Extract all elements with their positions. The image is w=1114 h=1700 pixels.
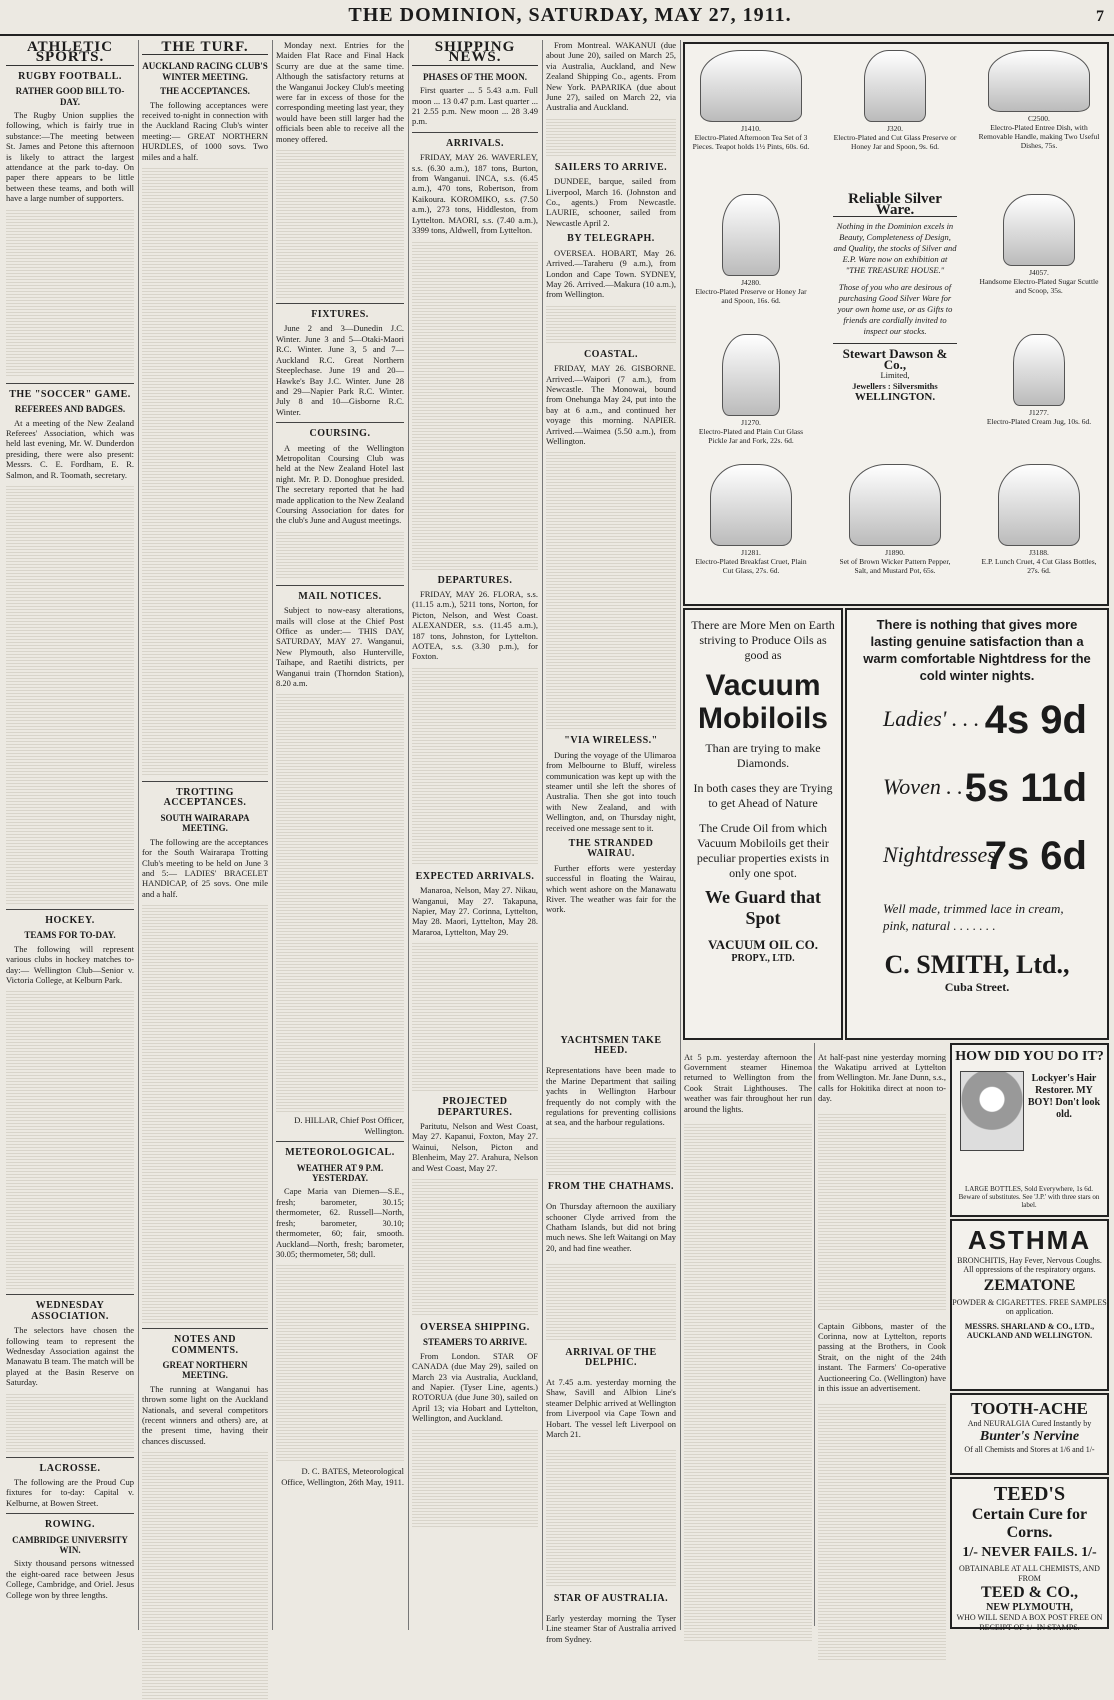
teeds-post: WHO WILL SEND A BOX POST FREE ON RECEIPT OF 1/- IN STAMPS. [956,1613,1103,1632]
smith-note: Well made, trimmed lace in cream, pink, natural . . . . . . . [883,901,1064,933]
wicker-set-illustration [849,464,941,546]
article-turf: The following acceptances were received to-night in connection with the Auckland Racing Club's winter meeting:— GREAT NORTHERN HURDLES, of 1000 sovs. Two miles and a half. [142,99,268,162]
teeds-city: NEW PLYMOUTH, [986,1602,1073,1613]
column-five-lower [546,1030,676,1644]
heading-meteorological: METEOROLOGICAL. [285,1147,395,1159]
smith-price-row [847,760,1107,828]
section-heading-turf: THE TURF. [142,42,268,55]
asthma-sub-two: POWDER & CIGARETTES. FREE SAMPLES on application. [952,1298,1107,1316]
vacuum-crude: The Crude Oil from which Vacuum Mobiloils get their peculiar properties exists in only one spot. [696,821,830,880]
silver-ad-jewellers: Jewellers : Silversmiths [852,381,938,391]
vacuum-intro: There are More Men on Earth striving to Produce Oils as good as [691,618,835,662]
silver-item [833,50,957,151]
silver-item [691,464,811,575]
article-trotting: The following are the acceptances for the South Wairarapa Trotting Club's meeting to be held on June 3 and 5:— LADIES' BRACELET HANDICAP, of 25 sovs. One mile and a half. [142,836,268,899]
vacuum-firm: VACUUM OIL CO. [708,937,818,952]
silver-item [977,334,1101,426]
heading-coastal: COASTAL. [583,348,639,360]
article-delphic: At 7.45 a.m. yesterday morning the Shaw, Savill and Albion Line's steamer Delphic arrived at Wellington from Liverpool via Cape Town and Hobart. The vessel left Liverpool on March 21. [546,1377,676,1440]
heading-telegraph: BY TELEGRAPH. [567,233,655,245]
article-wireless: During the voyage of the Ulimaroa from Melbourne to Bluff, wireless communication was kept up with the steamer until she left the shores of Australia. Then she got into touch with New Zealand, and with Wellington, and, on Thursday night, received one message sent to it. [546,749,676,833]
silver-ad-firm: Stewart Dawson & Co., [833,343,957,370]
heading-mail: MAIL NOTICES. [298,590,382,602]
article-soccer: At a meeting of the New Zealand Referees' Association, which was held last evening, Mr. W. Dunderdon presiding, there were also present: Messrs. C. E. Fordham, E. R. Salmon, and R. Toomath, secretary. [6,417,134,480]
heading-rugby: RUGBY FOOTBALL. [18,70,122,82]
column-seven-lower [818,1043,946,1626]
silver-item [977,50,1101,150]
heading-departures: DEPARTURES. [437,574,513,586]
smith-headline: There is nothing that gives more lasting genuine satisfaction than a warm comfortable Nightdress for the cold winter nights. [863,617,1091,683]
column-three [276,40,404,1628]
asthma-sub: BRONCHITIS, Hay Fever, Nervous Coughs. All oppressions of the respiratory organs. [957,1256,1102,1274]
masthead [0,0,1114,36]
article-turf-continued: Monday next. Entries for the Maiden Flat Race and Final Hack Scurry are due at the same time. Although the satisfactory returns at the Wanganui Jockey Club's meeting were far in excess of those for the corresponding meeting last year, they would have been still larger had the officials been able to receive all the money offered. [276,40,404,144]
column-rule [814,1043,815,1626]
smith-price-row [847,692,1107,760]
pickle-jar-illustration [722,334,780,416]
smith-row-label: Nightdresses [883,842,996,867]
item-description: Electro-Plated Breakfast Cruet, Plain Cut Glass, 27s. 6d. [695,557,807,575]
breakfast-cruet-illustration [710,464,792,546]
item-number: J1890. [885,548,905,557]
silver-ad-body: Nothing in the Dominion excels in Beauty, Completeness of Design, and Quality, the stocks of Silver and E.P. Ware now on exhibition at "THE TREASURE HOUSE." [833,221,957,275]
smith-firm: C. SMITH, Ltd., [884,950,1070,979]
article-weather: Cape Maria van Diemen—S.E., fresh; barometer, 30.15; thermometer, 62. Russell—North, fresh; barometer, 30.10; thermometer, 60; fair, smooth. Auckland—North, fresh; barometer, 30.05; thermometer, 58; dull. [276,1186,404,1259]
heading-steamers: STEAMERS TO ARRIVE. [423,1337,527,1348]
honey-jar-illustration [864,50,926,122]
item-number: C2500. [1028,114,1050,123]
item-description: Handsome Electro-Plated Sugar Scuttle and Scoop, 35s. [979,277,1099,295]
silver-ad-copy [833,191,957,454]
subheading-notes: GREAT NORTHERN MEETING. [162,1359,248,1381]
smith-row-price: 4s 9d [984,698,1087,742]
column-six-lower [684,1043,812,1626]
article-hinemoa: At 5 p.m. yesterday afternoon the Government steamer Hinemoa returned to Wellington from the Cook Strait Lighthouses. The weather was fair throughout her run around the lights. [684,1051,812,1114]
column-rule [680,40,681,1630]
asthma-firm: MESSRS. SHARLAND & CO., LTD., AUCKLAND AND WELLINGTON. [964,1322,1095,1340]
advert-vacuum-oil [683,608,843,1040]
heading-yachtsmen: YACHTSMEN TAKE HEED. [560,1035,662,1057]
projected-list: Paritutu, Nelson and West Coast, May 27. Kapanui, Foxton, May 27. Wainui, Nelson, Picton and Blenheim, May 27. Arahura, Nelson and West Coast, May 27. [412,1121,538,1173]
teeds-title: TEED'S [993,1483,1066,1505]
heading-sailers: SAILERS TO ARRIVE. [554,161,668,173]
tooth-brand: Bunter's Nervine [979,1429,1080,1444]
heading-hockey: HOCKEY. [45,914,95,926]
heading-soccer: THE "SOCCER" GAME. [9,388,131,400]
heading-expected: EXPECTED ARRIVALS. [415,870,535,882]
subheading-hockey: TEAMS FOR TO-DAY. [24,930,116,941]
hair-copy: Lockyer's Hair Restorer. MY BOY! Don't look old. [1027,1073,1101,1120]
article-right-shipping: From Montreal. WAKANUI (due about June 20), sailed on March 25, via Australia, Auckland, and New Zealand Shipping Co., agents. From New York. PAPARIKA (due about June 27), sailed on March 22, via Australia and Auckland. [546,40,676,113]
subheading-turf: AUCKLAND RACING CLUB'S WINTER MEETING. [142,61,268,82]
advert-c-smith [845,608,1109,1040]
heading-wireless: "VIA WIRELESS." [564,735,658,747]
smith-row-price: 5s 11d [964,766,1087,810]
vacuum-nature: In both cases they are Trying to get Ahead of Nature [693,781,833,810]
heading-fixtures: FIXTURES. [311,309,369,321]
article-wakatipu: At half-past nine yesterday morning the Wakatipu arrived at Lyttelton from Wellington. Mr. Jane Dunn, s.s., calls for Hokitika direct at noon to-day. [818,1051,946,1104]
subheading-trotting: SOUTH WAIRARAPA MEETING. [160,812,250,834]
item-description: E.P. Lunch Cruet, 4 Cut Glass Bottles, 27s. 6d. [981,557,1097,575]
silver-ad-title: Reliable Silver Ware. [833,194,957,217]
asthma-brand: ZEMATONE [983,1277,1076,1294]
heading-delphic: ARRIVAL OF THE DELPHIC. [565,1346,657,1369]
article-stranded: Further efforts were yesterday successful in floating the Wairau, which went ashore on the Manawatu River. The weather was fair for the work. [546,862,676,915]
column-athletic [6,40,134,1628]
silver-item [691,334,811,445]
item-description: Electro-Plated Entree Dish, with Removable Handle, making Two Useful Dishes, 75s. [978,123,1100,150]
item-description: Electro-Plated and Plain Cut Glass Pickle Jar and Fork, 22s. 6d. [698,427,804,445]
sugar-scuttle-illustration [1003,194,1075,266]
arrivals-list: FRIDAY, MAY 26. WAVERLEY, s.s. (6.30 a.m.), 187 tons, Burton, from Wanganui. INCA, s.s. (6.45 a.m.), 470 tons, Robertson, from Kaikoura. KOROMIKO, s.s. (7.50 a.m.), 273 tons, Hiddleston, from Lyttelton. MAORI, s.s. (7.40 a.m.), 3399 tons, Aldwell, from Lyttelton. [412,152,538,236]
item-description: Electro-Plated Cream Jug, 10s. 6d. [986,417,1092,426]
heading-chathams: FROM THE CHATHAMS. [547,1181,675,1193]
heading-trotting: TROTTING ACCEPTANCES. [163,787,247,809]
item-number: J1270. [741,418,761,427]
article-lacrosse: The following are the Proud Cup fixtures for to-day: Capital v. Kelburne, at Bowen Street. [6,1477,134,1508]
advert-zematone [950,1219,1109,1391]
tooth-sub-two: Of all Chemists and Stores at 1/6 and 1/- [964,1445,1095,1454]
section-heading-athletic: ATHLETIC SPORTS. [6,42,134,66]
silver-item [691,50,811,151]
silver-item [691,194,811,305]
subheading-soccer: REFEREES AND BADGES. [14,404,126,415]
column-five [546,40,676,1020]
fixtures-list: June 2 and 3—Dunedin J.C. Winter. June 3 and 5—Otaki-Maori R.C. Winter. June 3, 5 and 7—Auckland R.C. Great Northern Steeplechase. June 19 and 20—Hawke's Bay J.C. Winter. June 28 and 29—Napier Park R.C. Winter. July 8 and 10—Gisborne R.C. Winter. [276,323,404,417]
heading-arrivals: ARRIVALS. [446,137,504,149]
item-number: J1281. [741,548,761,557]
newspaper-title: THE DOMINION, SATURDAY, MAY 27, 1911. [348,4,792,26]
silver-ad-limited: Limited, [880,370,910,380]
article-corinna: Captain Gibbons, master of the Corinna, now at Lyttelton, reports passing at the Brothers, in Cook Strait, on the night of the 24th instant. The Farmers' Co-operative Auctioneering Co. (Wellington) have in this issue an advertisement. [818,1320,946,1393]
item-number: J3188. [1029,548,1049,557]
sailers-list: DUNDEE, barque, sailed from Liverpool, March 16. (Johnston and Co., agents.) From Newcastle. LAURIE, schooner, sailed from Newcastle April 2. [546,176,676,228]
teaset-illustration [700,50,802,122]
column-turf [142,40,268,1628]
departures-list: FRIDAY, MAY 26. FLORA, s.s. (11.15 a.m.), 5211 tons, Norton, for Picton, Nelson, and West Coast. ALEXANDER, s.s. (11.45 a.m.), 187 tons, Johnston, for Lyttelton. AOTEA, s.s. (3.30 p.m.), for Foxton. [412,588,538,662]
article-coursing: A meeting of the Wellington Metropolitan Coursing Club was held at the New Zealand Hotel last night. Mr. P. D. Donoghue presided. The secretary reported that he had made application to the New Zealand Coursing Association for dates for the club's June and August meetings. [276,442,404,526]
teeds-firm: TEED & CO., [981,1584,1078,1601]
article-chathams: On Thursday afternoon the auxiliary schooner Clyde arrived from the Chatham Islands, but did not bring much news. She left Waitangi on May 20, and had fine weather. [546,1201,676,1253]
item-description: Electro-Plated and Cut Glass Preserve or Honey Jar and Spoon, 9s. 6d. [833,133,957,151]
heading-oversea: OVERSEA SHIPPING. [420,1322,530,1334]
tooth-title: TOOTH-ACHE [971,1399,1088,1418]
column-rule [272,40,273,1630]
expected-list: Manaroa, Nelson, May 27. Nikau, Wanganui, May 27. Takapuna, Napier, May 27. Corinna, Lyttelton, May 28. Maori, Lyttelton, May 28. Mararoa, Lyttelton, May 29. [412,885,538,937]
asthma-title: ASTHMA [967,1225,1092,1255]
item-number: J1410. [741,124,761,133]
heading-moon: PHASES OF THE MOON. [422,71,527,82]
subheading-weather: WEATHER AT 9 P.M. YESTERDAY. [296,1162,384,1184]
section-heading-shipping: SHIPPING NEWS. [412,42,538,66]
vacuum-diamonds: Than are trying to make Diamonds. [705,741,821,770]
coastal-list: FRIDAY, MAY 26. GISBORNE. Arrived.—Waipori (7 a.m.), from Newcastle. The Monowai, bound from Onehunga May 24, put into the bay at 6 a.m., and continued her voyage this morning. NAPIER. Arrived.—Waimea (5.50 a.m.), from Wellington. [546,363,676,446]
advert-hair-restorer [950,1043,1109,1217]
vacuum-brand: Vacuum Mobiloils [698,669,828,735]
vacuum-ltd: PROPY., LTD. [731,953,795,964]
advert-teeds [950,1477,1109,1632]
advert-bunters-nervine [950,1393,1109,1475]
teeds-subtitle: Certain Cure for Corns. [971,1506,1088,1541]
column-rule [408,40,409,1630]
article-mail: Subject to now-easy alterations, mails will close at the Chief Post Office as under:— THIS DAY, SATURDAY, MAY 27. Wanganui, New Plymouth, also Hunterville, Taihape, and Raetihi districts, per Wanganui train (Thorndon Station), 8.20 a.m. [276,605,404,689]
vacuum-guard: We Guard that Spot [704,887,821,928]
column-rule [542,40,543,1630]
smith-row-price: 7s 6d [984,834,1087,878]
silver-ad-city: WELLINGTON. [854,391,936,403]
item-description: Electro-Plated Afternoon Tea Set of 3 Pieces. Teapot holds 1½ Pints, 60s. 6d. [692,133,810,151]
silver-item [977,194,1101,295]
heading-rowing: ROWING. [45,1519,95,1531]
cream-jug-illustration [1013,334,1065,406]
smith-price-row [847,828,1107,896]
item-number: J4280. [741,278,761,287]
item-number: J1277. [1029,408,1049,417]
tooth-sub: And NEURALGIA Cured Instantly by [967,1419,1092,1428]
silver-item [977,464,1101,575]
moon-table: First quarter ... 5 5.43 a.m. Full moon ... 13 0.47 p.m. Last quarter ... 21 2.55 p.m. New moon ... 28 3.49 p.m. [412,85,538,127]
oversea-list: From London. STAR OF CANADA (due May 29), sailed on March 23 via Australia, Auckland, and Napier. (Tyser Line, agents.) ROTORUA (due June 30), sailed on April 13; via Hobart and Lyttelton, Wellington, and Auckland. [412,1350,538,1424]
item-number: J320. [886,124,904,133]
heading-projected: PROJECTED DEPARTURES. [437,1096,513,1118]
telegraph-list: OVERSEA. HOBART, May 26. Arrived.—Taraheru (9 a.m.), from London and Cape Town. SYDNEY, May 26. Arrived.—Makura (10 a.m.), from Wellington. [546,247,676,300]
hair-footer: LARGE BOTTLES, Sold Everywhere, 1s 6d. Beware of substitutes. See 'J.P.' with three stars on label. [958,1185,1100,1209]
meteor-signature: D. C. BATES, Meteorological Office, Wellington, 26th May, 1911. [281,1466,404,1487]
preserve-jar-illustration [722,194,780,276]
page-number: 7 [1096,8,1104,25]
silver-ad-body-two: Those of you who are desirous of purchasing Good Silver Ware for your own home use, or as Gifts to friends are cordially invited to inspect our stocks. [837,282,953,336]
article-hockey: The following will represent various clubs in hockey matches to-day:— Wellington Club—Senior v. Victoria College, at Kelburn Park. [6,943,134,985]
teeds-obtainable: OBTAINABLE AT ALL CHEMISTS, AND FROM [959,1564,1100,1583]
item-description: Set of Brown Wicker Pattern Pepper, Salt, and Mustard Pot, 65s. [839,557,951,575]
heading-wednesday: WEDNESDAY ASSOCIATION. [31,1300,109,1322]
item-number: J4057. [1029,268,1049,277]
heading-coursing: COURSING. [309,428,371,440]
hair-headline: HOW DID YOU DO IT? [955,1049,1104,1064]
silver-item [833,464,957,575]
advert-stewart-dawson [683,42,1109,606]
article-wednesday: The selectors have chosen the following team to represent the Wednesday Association against the Manawatu B team. The match will be played at the Basin Reserve on Saturday. [6,1325,135,1388]
heading-lacrosse: LACROSSE. [39,1462,101,1474]
heading-stranded: THE STRANDED WAIRAU. [568,838,654,860]
mail-signature: D. HILLAR, Chief Post Officer, Wellington. [294,1115,404,1136]
item-description: Electro-Plated Preserve or Honey Jar and Spoon, 16s. 6d. [695,287,807,305]
heading-notes: NOTES AND COMMENTS. [171,1334,239,1356]
article-rowing: Sixty thousand persons witnessed the eight-oared race between Jesus College, Cambridge, and Oriel. Jesus College won by three lengths. [6,1558,134,1600]
subheading-rowing: CAMBRIDGE UNIVERSITY WIN. [12,1534,128,1556]
smith-address: Cuba Street. [944,980,1010,994]
article-yachtsmen: Representations have been made to the Marine Department that sailing yachts in Wellington Harbour frequently do not comply with the regulations for preventing collisions at sea, and the harbour regulations. [546,1065,676,1128]
heading-star: STAR OF AUSTRALIA. [553,1592,669,1604]
subheading-rugby: RATHER GOOD BILL TO-DAY. [15,86,125,107]
article-rugby: The Rugby Union supplies the following, which is fairly true in substance:—The meeting between St. James and Petone this afternoon is likely to attract the largest attendance at the park to-day. On paper there appears to be little between these teams, and both will have a large number of supporters. [6,110,134,204]
entree-dish-illustration [988,50,1090,112]
smith-row-label: Woven . . . [883,774,974,799]
article-notes: The running at Wanganui has thrown some light on the Auckland Nationals, and several competitors (recent winners and others) are, at the present time, having their chances discussed. [142,1383,268,1446]
smith-row-label: Ladies' . . . [883,706,980,731]
subheading-acceptances: THE ACCEPTANCES. [160,86,250,97]
teeds-price: 1/- NEVER FAILS. 1/- [962,1545,1097,1560]
portrait-illustration [960,1071,1024,1151]
lunch-cruet-illustration [998,464,1080,546]
column-shipping [412,40,538,1628]
article-star: Early yesterday morning the Tyser Line steamer Star of Australia arrived from Sydney. [546,1612,676,1644]
column-rule [138,40,139,1630]
